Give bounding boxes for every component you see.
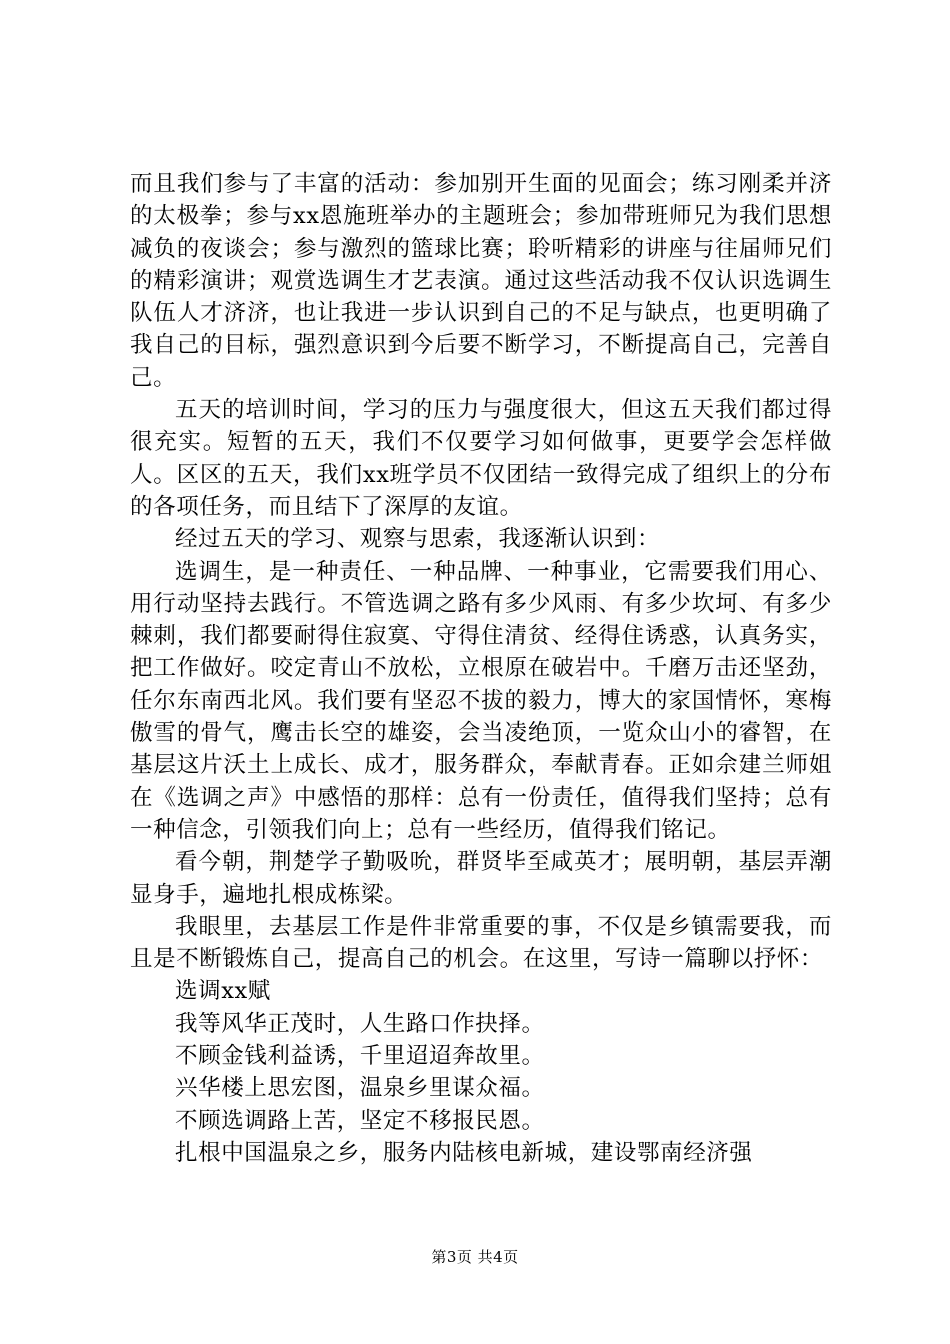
poem-line: 兴华楼上思宏图，温泉乡里谋众福。	[175, 1075, 545, 1102]
page-footer: 第3页 共4页	[431, 1248, 519, 1266]
paragraph-1: 而且我们参与了丰富的活动：参加别开生面的见面会；练习刚柔并济的太极拳；参与xx恩施班举办的主题班会；参加带班师兄为我们思想减负的夜谈会；参与激烈的篮球比赛；聆听精彩的讲座与往届师兄们的精彩演讲；观赏选调生才艺表演。通过这些活动我不仅认识选调生队伍人才济济，也让我进一步认识到自己的不足与缺点，也更明确了我自己的目标，强烈意识到今后要不断学习，不断提高自己，完善自己。	[130, 171, 832, 391]
closing-line: 扎根中国温泉之乡，服务内陆核电新城，建设鄂南经济强	[175, 1139, 753, 1166]
paragraph-2: 五天的培训时间，学习的压力与强度很大，但这五天我们都过得很充实。短暂的五天，我们不仅要学习如何做事，更要学会怎样做人。区区的五天，我们xx班学员不仅团结一致得完成了组织上的分布的各项任务，而且结下了深厚的友谊。	[130, 397, 832, 520]
poem-line: 不顾选调路上苦，坚定不移报民恩。	[175, 1107, 545, 1134]
poem-title: 选调xx赋	[175, 978, 271, 1005]
paragraph-3: 经过五天的学习、观察与思索，我逐渐认识到：	[175, 526, 661, 553]
paragraph-5: 看今朝，荆楚学子勤吸吮，群贤毕至咸英才；展明朝，基层弄潮显身手，遍地扎根成栋梁。	[130, 849, 832, 908]
paragraph-4: 选调生，是一种责任、一种品牌、一种事业，它需要我们用心、用行动坚持去践行。不管选调之路有多少风雨、有多少坎坷、有多少棘刺，我们都要耐得住寂寞、守得住清贫、经得住诱惑，认真务实，把工作做好。咬定青山不放松，立根原在破岩中。千磨万击还坚劲，任尔东南西北风。我们要有坚忍不拔的毅力，博大的家国情怀，寒梅傲雪的骨气，鹰击长空的雄姿，会当凌绝顶，一览众山小的睿智，在基层这片沃土上成长、成才，服务群众，奉献青春。正如佘建兰师姐在《选调之声》中感悟的那样：总有一份责任，值得我们坚持；总有一种信念，引领我们向上；总有一些经历，值得我们铭记。	[130, 558, 832, 843]
poem-line: 不顾金钱利益诱，千里迢迢奔故里。	[175, 1043, 545, 1070]
poem-line: 我等风华正茂时，人生路口作抉择。	[175, 1010, 545, 1037]
document-body	[130, 168, 832, 1169]
paragraph-6: 我眼里，去基层工作是件非常重要的事，不仅是乡镇需要我，而且是不断锻炼自己，提高自己的机会。在这里，写诗一篇聊以抒怀：	[130, 913, 832, 973]
